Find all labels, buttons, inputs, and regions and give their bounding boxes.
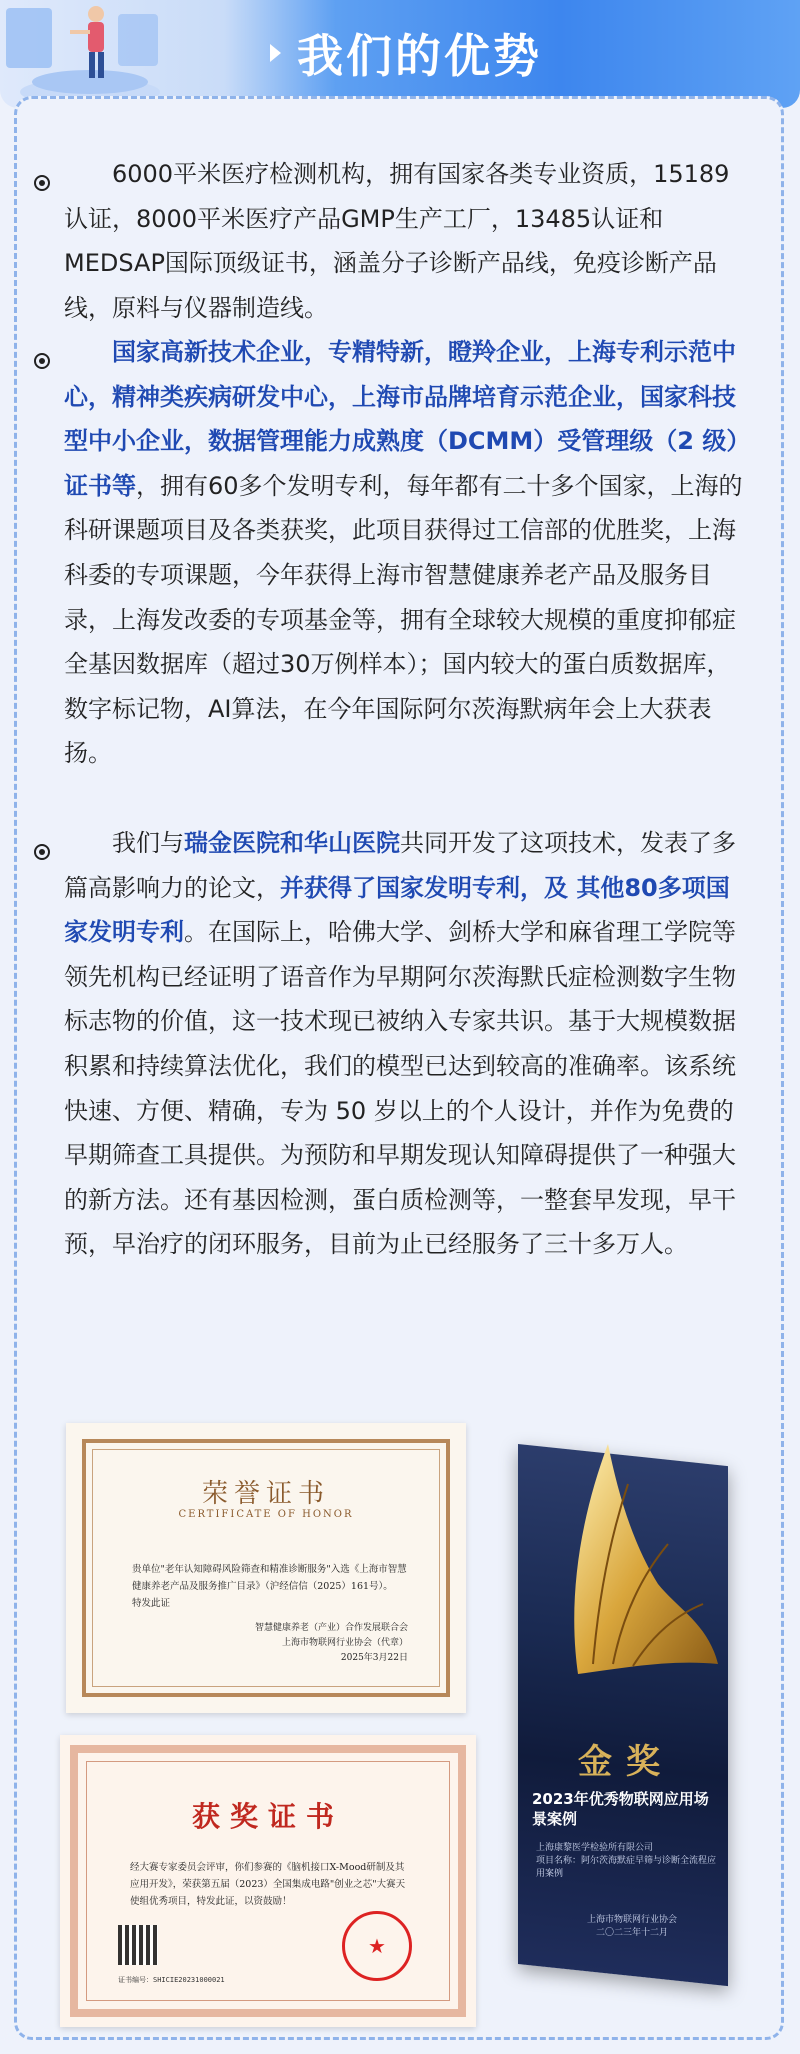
- trophy-details: 上海康黎医学检验所有限公司 项目名称：阿尔茨海默症早筛与诊断全流程应用案例: [536, 1843, 717, 1879]
- golden-wings-icon: [538, 1434, 718, 1684]
- body-text: 6000平米医疗检测机构，拥有国家各类专业资质，15189认证，8000平米医疗产品GMP生产工厂，13485认证和MEDSAP国际顶级证书，涵盖分子诊断产品线，免疫诊断产品线，原料与仪器制造线。: [64, 160, 730, 322]
- certificate-title: 荣誉证书: [201, 1479, 330, 1509]
- gold-award-trophy-image: [518, 1444, 728, 1964]
- body-text: ，拥有60多个发明专利，每年都有二十多个国家，上海的科研课题项目及各类获奖，此项目获得过工信部的优胜奖，上海科委的专项课题，今年获得上海市智慧健康养老产品及服务目录，上海发改委的专项基金等，拥有全球较大规模的重度抑郁症全基因数据库（超过30万例样本）；国内较大的蛋白质数据库，数字标记物，AI算法，在今年国际阿尔茨海默病年会上大获表扬。: [64, 471, 743, 768]
- body-text: 共同开发了这项技术，发表了多篇高影响力的论文，: [64, 829, 736, 902]
- body-text: 我们与: [112, 829, 184, 857]
- certificate-subtitle: CERTIFICATE OF HONOR: [178, 1509, 354, 1520]
- qr-code-icon: [118, 1925, 158, 1965]
- certificate-of-honor-image: [66, 1423, 466, 1713]
- highlighted-text: 国家高新技术企业，专精特新，瞪羚企业，上海专利示范中心，精神类疾病研发中心，上海市品牌培育示范企业，国家科技型中小企业，数据管理能力成熟度（DCMM）受管理级（2 级）证书等: [64, 338, 739, 500]
- trophy-issuer: 上海市物联网行业协会 二〇二三年十二月: [586, 1915, 677, 1938]
- bullet-icon: [34, 353, 50, 369]
- bullet-icon: [34, 844, 50, 860]
- award-certificate-body: 经大赛专家委员会评审，你们参赛的《脑机接口X-Mood研制及其应用开发》，荣获第五届（2023）全国集成电路"创业之芯"大赛天使组优秀项目，特发此证，以资鼓励！: [130, 1862, 406, 1907]
- header-arrow-icon: [270, 44, 281, 62]
- red-seal-icon: [342, 1911, 412, 1981]
- award-certificate-image: [60, 1735, 476, 2027]
- award-certificate-title: 获奖证书: [191, 1800, 344, 1833]
- certificate-issuer: 智慧健康养老（产业）合作发展联合会 上海市物联网行业协会（代章） 2025年3月22日: [254, 1623, 408, 1663]
- certificate-body: 贵单位"老年认知障碍风险筛查和精准诊断服务"入选《上海市智慧健康养老产品及服务推广目录》（沪经信信（2025）161号）。 特发此证: [132, 1564, 407, 1609]
- section-3-paragraph: [64, 821, 750, 1267]
- highlighted-text: 并获得了国家发明专利，及 其他80多项国家发明专利: [64, 873, 730, 947]
- header-banner: [0, 0, 800, 108]
- bullet-icon: [34, 175, 50, 191]
- trophy-gold-label: 金奖: [578, 1742, 674, 1782]
- highlighted-text: 瑞金医院和华山医院: [184, 829, 400, 857]
- award-certificate-code: 证书编号：SHICIE20231000021: [118, 1976, 225, 1984]
- person-with-screen-illustration-icon: [0, 0, 170, 108]
- section-1-paragraph: [64, 152, 750, 330]
- trophy-title: 2023年优秀物联网应用场景案例: [532, 1790, 709, 1828]
- section-2-paragraph: [64, 330, 750, 776]
- page-title: 我们的优势: [297, 29, 542, 83]
- body-text: 。在国际上，哈佛大学、剑桥大学和麻省理工学院等领先机构已经证明了语音作为早期阿尔茨海默氏症检测数字生物标志物的价值，这一技术现已被纳入专家共识。基于大规模数据积累和持续算法优化，我们的模型已达到较高的准确率。该系统快速、方便、精确，专为 50 岁以上的个人设计，并作为免费的早期筛查工具提供。为预防和早期发现认知障碍提供了一种强大的新方法。还有基因检测，蛋白质检测等，一整套早发现，早干预，早治疗的闭环服务，目前为止已经服务了三十多万人。: [64, 918, 736, 1259]
